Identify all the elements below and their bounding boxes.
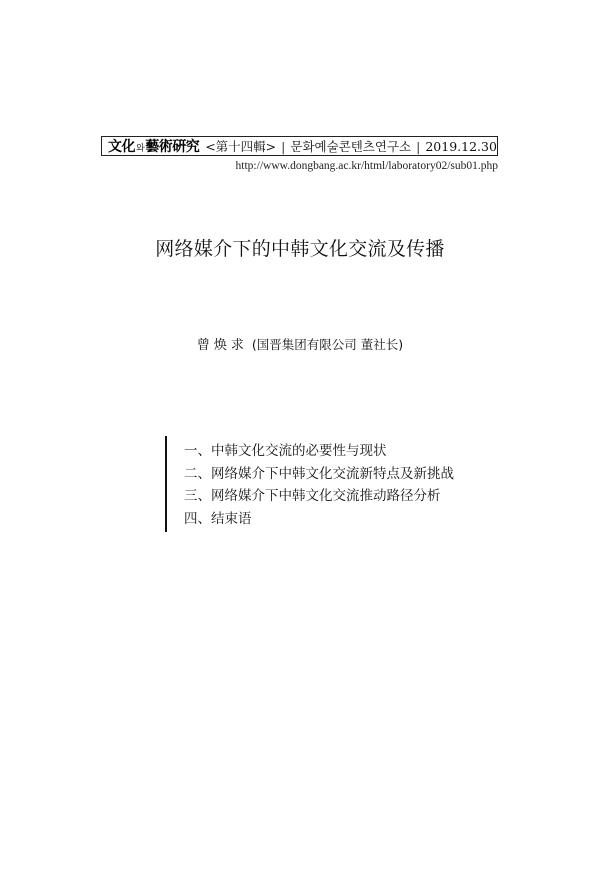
publication-date: 2019.12.30: [425, 138, 497, 154]
author-name: 曾焕求: [196, 338, 248, 353]
institute-name: 문화예술콘텐츠연구소: [290, 139, 412, 154]
journal-url[interactable]: http://www.dongbang.ac.kr/html/laboratory02/sub01.php: [235, 160, 498, 172]
table-of-contents: [184, 440, 454, 530]
author-affiliation: (国晋集团有限公司 董社长): [251, 337, 404, 352]
logo-part-and: 와: [136, 144, 145, 154]
toc-item: 二、网络媒介下中韩文化交流新特点及新挑战: [184, 465, 454, 482]
issue-number: <第十四輯>: [205, 139, 277, 154]
journal-logo: [102, 136, 199, 156]
header-separator: |: [416, 138, 421, 154]
journal-header: [101, 136, 498, 156]
toc-item: 三、网络媒介下中韩文化交流推动路径分析: [184, 488, 441, 504]
author-line: [0, 334, 600, 353]
logo-part-culture: 文化: [108, 139, 135, 155]
toc-divider: [165, 436, 167, 532]
logo-part-arts: 藝術硏究: [145, 139, 200, 155]
header-separator: |: [281, 138, 286, 154]
paper-title: 网络媒介下的中韩文化交流及传播: [155, 238, 445, 260]
toc-item: 一、中韩文化交流的必要性与现状: [184, 443, 387, 459]
toc-item: 四、结束语: [184, 510, 252, 527]
